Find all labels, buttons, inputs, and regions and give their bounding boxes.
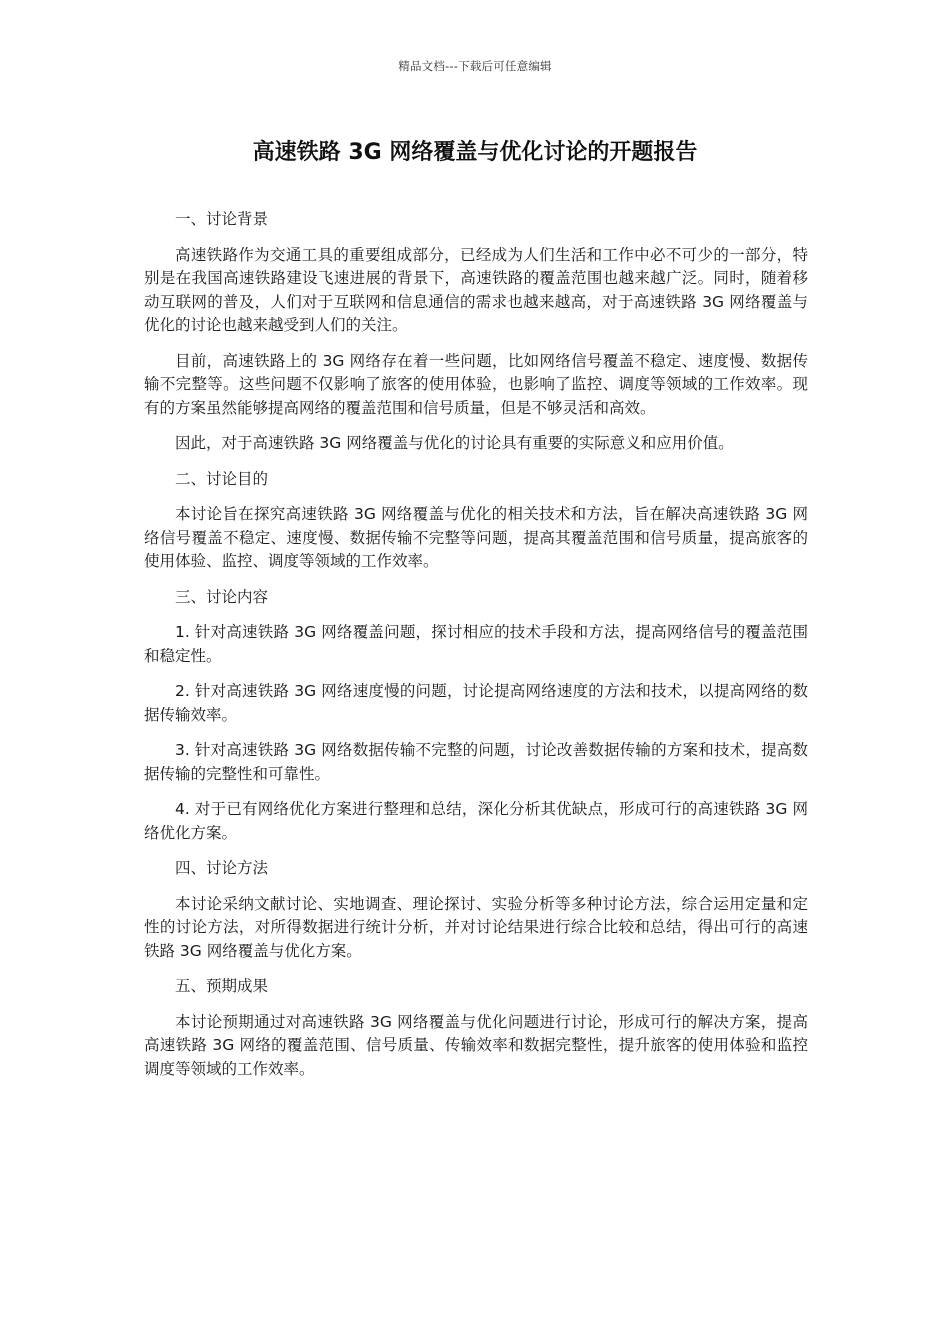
page-header-note: 精品文档---下载后可任意编辑 [398, 59, 552, 73]
paragraph-method: 本讨论采纳文献讨论、实地调查、理论探讨、实验分析等多种讨论方法，综合运用定量和定性的讨论方法，对所得数据进行统计分析，并对讨论结果进行综合比较和总结，得出可行的高速铁路 3G 网络覆盖与优化方案。 [144, 894, 808, 960]
paragraph-purpose: 本讨论旨在探究高速铁路 3G 网络覆盖与优化的相关技术和方法，旨在解决高速铁路 3G 网络信号覆盖不稳定、速度慢、数据传输不完整等问题，提高其覆盖范围和信号质量，提高旅客的使用体验、监控、调度等领域的工作效率。 [144, 505, 808, 570]
paragraph-background-2: 目前，高速铁路上的 3G 网络存在着一些问题，比如网络信号覆盖不稳定、速度慢、数据传输不完整等。这些问题不仅影响了旅客的使用体验，也影响了监控、调度等领域的工作效率。现有的方案虽然能够提高网络的覆盖范围和信号质量，但是不够灵活和高效。 [144, 351, 808, 417]
section-heading-method: 四、讨论方法 [175, 859, 269, 877]
section-heading-content: 三、讨论内容 [175, 587, 269, 606]
section-heading-purpose: 二、讨论目的 [175, 469, 269, 488]
document-title: 高速铁路 3G 网络覆盖与优化讨论的开题报告 [252, 140, 698, 165]
content-item-1: 1. 针对高速铁路 3G 网络覆盖问题，探讨相应的技术手段和方法，提高网络信号的覆盖范围和稳定性。 [144, 623, 808, 665]
section-heading-outcomes: 五、预期成果 [175, 977, 269, 995]
content-item-2: 2. 针对高速铁路 3G 网络速度慢的问题，讨论提高网络速度的方法和技术，以提高网络的数据传输效率。 [144, 682, 808, 724]
paragraph-background-1: 高速铁路作为交通工具的重要组成部分，已经成为人们生活和工作中必不可少的一部分，特别是在我国高速铁路建设飞速进展的背景下，高速铁路的覆盖范围也越来越广泛。同时，随着移动互联网的普及，人们对于互联网和信息通信的需求也越来越高，对于高速铁路 3G 网络覆盖与优化的讨论也越来越受到人们的关注。 [144, 245, 808, 334]
paragraph-outcomes: 本讨论预期通过对高速铁路 3G 网络覆盖与优化问题进行讨论，形成可行的解决方案，提高高速铁路 3G 网络的覆盖范围、信号质量、传输效率和数据完整性，提升旅客的使用体验和监控调度等领域的工作效率。 [144, 1012, 808, 1078]
paragraph-background-3: 因此，对于高速铁路 3G 网络覆盖与优化的讨论具有重要的实际意义和应用价值。 [175, 434, 734, 452]
document-body [144, 208, 808, 1093]
section-heading-background: 一、讨论背景 [175, 210, 269, 228]
content-item-3: 3. 针对高速铁路 3G 网络数据传输不完整的问题，讨论改善数据传输的方案和技术，提高数据传输的完整性和可靠性。 [144, 741, 808, 783]
content-item-4: 4. 对于已有网络优化方案进行整理和总结，深化分析其优缺点，形成可行的高速铁路 3G 网络优化方案。 [144, 800, 808, 842]
